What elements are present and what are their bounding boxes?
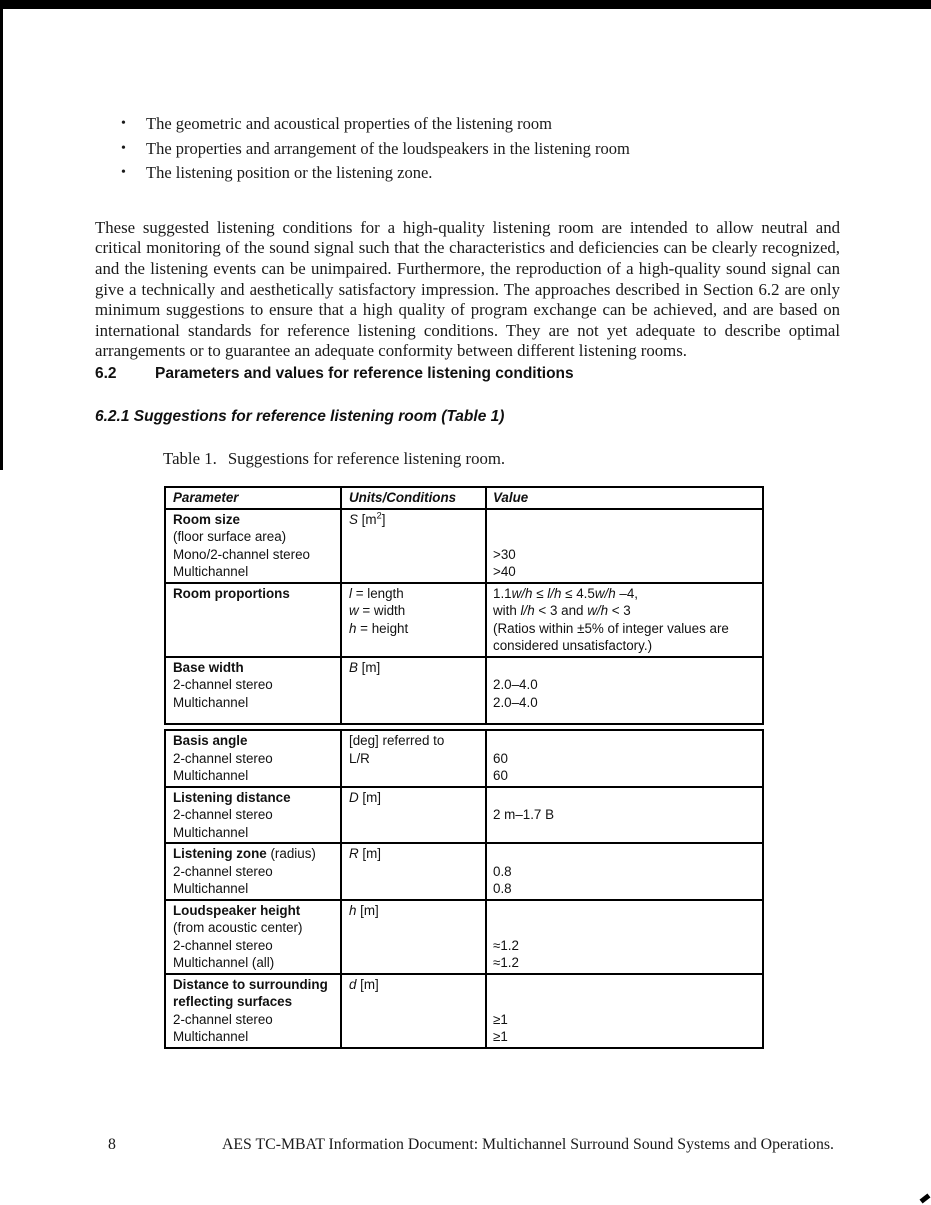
table-text-segment: 2.0–4.0 [493,694,538,710]
table-cell-units [342,584,487,656]
table-text-segment: Mono/2-channel stereo [173,546,310,562]
table-line [173,789,336,807]
table-line [173,546,336,564]
table-text-segment: D [349,789,359,805]
table-text-segment: Multichannel [173,824,249,840]
table-line [173,528,336,546]
table-line [493,585,758,603]
table-cell-value [487,731,762,786]
table-line [493,976,758,994]
table-cell-units [342,901,487,973]
table-header-cell [342,488,487,508]
page-number: 8 [108,1136,116,1153]
table-cell-units [342,731,487,786]
table [164,486,764,1049]
bullet-text: The properties and arrangement of the loudspeakers in the listening room [146,138,630,158]
table-header-text: Units/Conditions [349,490,457,505]
table-line [173,937,336,955]
table-line [349,937,481,955]
table-text-segment: h [349,620,357,636]
table-line [173,602,336,620]
table-text-segment: Listening distance [173,789,291,805]
table-line [493,863,758,881]
table-line [173,806,336,824]
table-line [173,750,336,768]
table-line [349,993,481,1011]
table-line [493,845,758,863]
bullet-text: The geometric and acoustical properties of the listening room [146,114,552,133]
table-caption-text: Suggestions for reference listening room. [227,449,506,468]
section-heading [95,365,574,383]
table-text-segment: Multichannel [173,694,249,710]
table-line [173,585,336,603]
table-text-segment: 2 [376,510,382,521]
table-header-cell [166,488,342,508]
table-line [349,845,481,863]
table-text-segment: (floor surface area) [173,529,287,544]
table-text-segment: ≤ 4.5 [561,585,595,601]
table-text-segment: (radius) [266,846,316,861]
table-text-segment: considered unsatisfactory.) [493,638,653,653]
table-row [166,731,762,786]
table-text-segment: ≈1.2 [493,937,519,953]
table-text-segment: (from acoustic center) [173,920,303,935]
table-header-text: Value [493,490,529,505]
table-text-segment: 2-channel stereo [173,863,273,879]
table-text-segment: ≈1.2 [493,955,519,970]
table-text-segment: h [349,902,357,918]
bullet-icon: • [121,140,126,156]
table-line [349,824,481,842]
subsection-heading: 6.2.1 Suggestions for reference listening room (Table 1) [95,408,505,425]
table-cell-units [342,658,487,724]
scan-artifact-top-bar [0,0,931,9]
table-line [349,659,481,677]
table-line [349,976,481,994]
table-block [164,486,764,725]
table-line [493,563,758,581]
table-cell-parameter [166,975,342,1047]
table-cell-parameter [166,658,342,724]
table-text-segment: 2 m–1.7 B [493,807,555,822]
table-line [493,511,758,529]
table-text-segment: Base width [173,659,244,675]
table-text-segment: 2-channel stereo [173,677,273,692]
table-caption-label: Table 1. [163,449,217,468]
table-text-segment: [m [357,511,377,527]
table-line [349,694,481,712]
table-line [349,863,481,881]
table-line [349,902,481,920]
table-text-segment: ≥1 [493,1011,508,1027]
table-text-segment: [m] [357,659,381,675]
table-line [173,563,336,581]
table-text-segment: Room size [173,511,240,527]
table-cell-value [487,584,762,656]
table-line [493,1028,758,1046]
table-cell-parameter [166,788,342,843]
table-line [493,659,758,677]
table-line [493,767,758,785]
table-header-row [166,488,762,508]
table-line [173,993,336,1011]
table-header-text: Parameter [173,490,239,505]
table-text-segment: R [349,846,359,861]
table-text-segment: 0.8 [493,881,512,896]
table-line [349,602,481,620]
table-text-segment: 0.8 [493,863,512,879]
table-line [173,694,336,712]
table-text-segment: Multichannel [173,768,249,783]
table-row [166,786,762,843]
table-line [173,919,336,937]
table-header-cell [487,488,762,508]
section-title: Parameters and values for reference listening conditions [155,365,574,382]
table-line [349,954,481,972]
table-line [349,1011,481,1029]
table-text-segment: Multichannel (all) [173,955,275,970]
table-text-segment: 2.0–4.0 [493,677,538,692]
table-row [166,508,762,582]
table-text-segment: [m] [358,789,381,805]
table-row [166,842,762,899]
table-line [173,845,336,863]
table-cell-parameter [166,844,342,899]
table-text-segment: 2-channel stereo [173,750,273,766]
table-line [493,750,758,768]
table-line [493,993,758,1011]
table-line [493,880,758,898]
table-text-segment: l [349,585,352,601]
table-line [349,750,481,768]
table-text-segment: L/R [349,750,370,766]
table-cell-parameter [166,901,342,973]
table-text-segment: Multichannel [173,881,249,896]
table-line [493,694,758,712]
table-text-segment: ≤ [532,585,548,601]
table-text-segment: < 3 [608,603,631,618]
table-text-segment: < 3 and [534,603,588,618]
table-cell-value [487,844,762,899]
table-line [173,676,336,694]
table-text-segment: l/h [547,585,562,601]
table-line [173,880,336,898]
table-text-segment: Multichannel [173,1029,249,1044]
table-text-segment: Listening zone [173,846,267,861]
table-line [493,602,758,620]
table-text-segment: [m] [358,846,381,861]
table-text-segment: 60 [493,768,508,783]
scan-artifact-left-strip [0,0,3,470]
table-text-segment: l/h [520,603,535,618]
table-text-segment: reflecting surfaces [173,994,293,1009]
table-cell-value [487,510,762,582]
table-line [493,937,758,955]
table-cell-units [342,975,487,1047]
table-line [349,1028,481,1046]
table-row [166,899,762,973]
table-line [173,902,336,920]
table-line [173,659,336,677]
table-text-segment: B [349,659,358,675]
bullet-item [95,114,840,135]
table-line [349,511,481,529]
table-line [173,954,336,972]
table-text-segment: = length [351,585,404,601]
table-text-segment: Multichannel [173,564,249,579]
table-text-segment: (Ratios within ±5% of integer values are [493,620,729,636]
table-line [173,620,336,638]
table-line [493,676,758,694]
table-text-segment: 1.1 [493,585,512,601]
table-line [349,620,481,638]
table-line [173,511,336,529]
table-line [493,528,758,546]
table-text-segment: w/h [587,603,609,618]
table-text-segment: 2-channel stereo [173,937,273,953]
bullet-list [95,114,840,188]
table-line [349,528,481,546]
table-line [173,767,336,785]
table-line [493,732,758,750]
bullet-item [95,163,840,184]
table-line [173,1028,336,1046]
table-text-segment: with [493,603,521,618]
table-text-segment: >40 [493,564,516,579]
table-row [166,973,762,1047]
table-text-segment: w [349,603,359,618]
table-line [493,824,758,842]
table-line [349,789,481,807]
table-line [493,789,758,807]
table-line [349,732,481,750]
table-cell-units [342,844,487,899]
table-text-segment: Loudspeaker height [173,902,301,918]
bullet-icon: • [121,116,126,131]
bullet-text: The listening position or the listening zone. [146,163,433,182]
body-paragraph: These suggested listening conditions for a high-quality listening room are intended to allow neutral and critical monitoring of the sound signal such that the characteristics and deficiencies can be clearly recognized, and the listening events can be unimpaired. Furthermore, the reproduction of a high-quality sound signal can give a technically and aesthetically satisfactory impression. The approaches described in Section 6.2 are only minimum suggestions to ensure that a high quality of program exchange can be achieved, and are based on international standards for reference listening conditions. They are not yet adequate to describe optimal arrangements or to guarantee an adequate conformity between different listening rooms. [95,217,840,361]
table-cell-units [342,510,487,582]
table-line [349,919,481,937]
table-text-segment: Room proportions [173,585,290,601]
table-line [493,954,758,972]
table-line [349,880,481,898]
table-text-segment: –4, [615,585,639,601]
table-row [166,656,762,724]
table-cell-value [487,788,762,843]
section-number: 6.2 [95,365,117,382]
table-cell-value [487,975,762,1047]
table-text-segment: d [349,976,357,992]
table-line [349,806,481,824]
table-text-segment: [m] [356,976,379,992]
table-line [173,732,336,750]
table-text-segment: Basis angle [173,733,248,748]
table-cell-parameter [166,510,342,582]
table-text-segment: Distance to surrounding [173,976,328,992]
table-text-segment: = width [358,603,406,618]
bullet-item [95,139,840,160]
table-line [173,863,336,881]
table-text-segment: = height [356,620,409,636]
table-text-segment: [deg] referred to [349,733,445,748]
table-cell-units [342,788,487,843]
table-text-segment: >30 [493,546,516,562]
table-line [493,919,758,937]
table-cell-parameter [166,731,342,786]
table-line [349,563,481,581]
table-line [349,676,481,694]
table-text-segment: ≥1 [493,1029,508,1044]
table-line [349,585,481,603]
table-line [493,637,758,655]
table-text-segment: 2-channel stereo [173,1011,273,1027]
scan-artifact-corner-speck [920,1193,931,1203]
table-line [349,546,481,564]
footer-text: AES TC-MBAT Information Document: Multichannel Surround Sound Systems and Operations. [222,1136,834,1153]
table-line [173,1011,336,1029]
table-line [173,824,336,842]
table-line [493,902,758,920]
table-caption [163,449,505,469]
table-cell-parameter [166,584,342,656]
table-line [349,767,481,785]
table-line [493,546,758,564]
table-text-segment: w/h [511,585,533,601]
table-line [173,637,336,655]
table-text-segment: 2-channel stereo [173,807,273,822]
table-text-segment: ] [381,511,386,527]
table-line [349,637,481,655]
table-block [164,729,764,1049]
bullet-icon: • [121,165,126,180]
table-text-segment: w/h [594,585,616,601]
table-row [166,582,762,656]
table-text-segment: S [349,511,358,527]
table-line [493,806,758,824]
table-line [493,620,758,638]
table-line [493,1011,758,1029]
table-text-segment: 60 [493,750,508,766]
table-cell-value [487,658,762,724]
table-line [173,976,336,994]
table-cell-value [487,901,762,973]
table-text-segment: [m] [356,902,379,918]
